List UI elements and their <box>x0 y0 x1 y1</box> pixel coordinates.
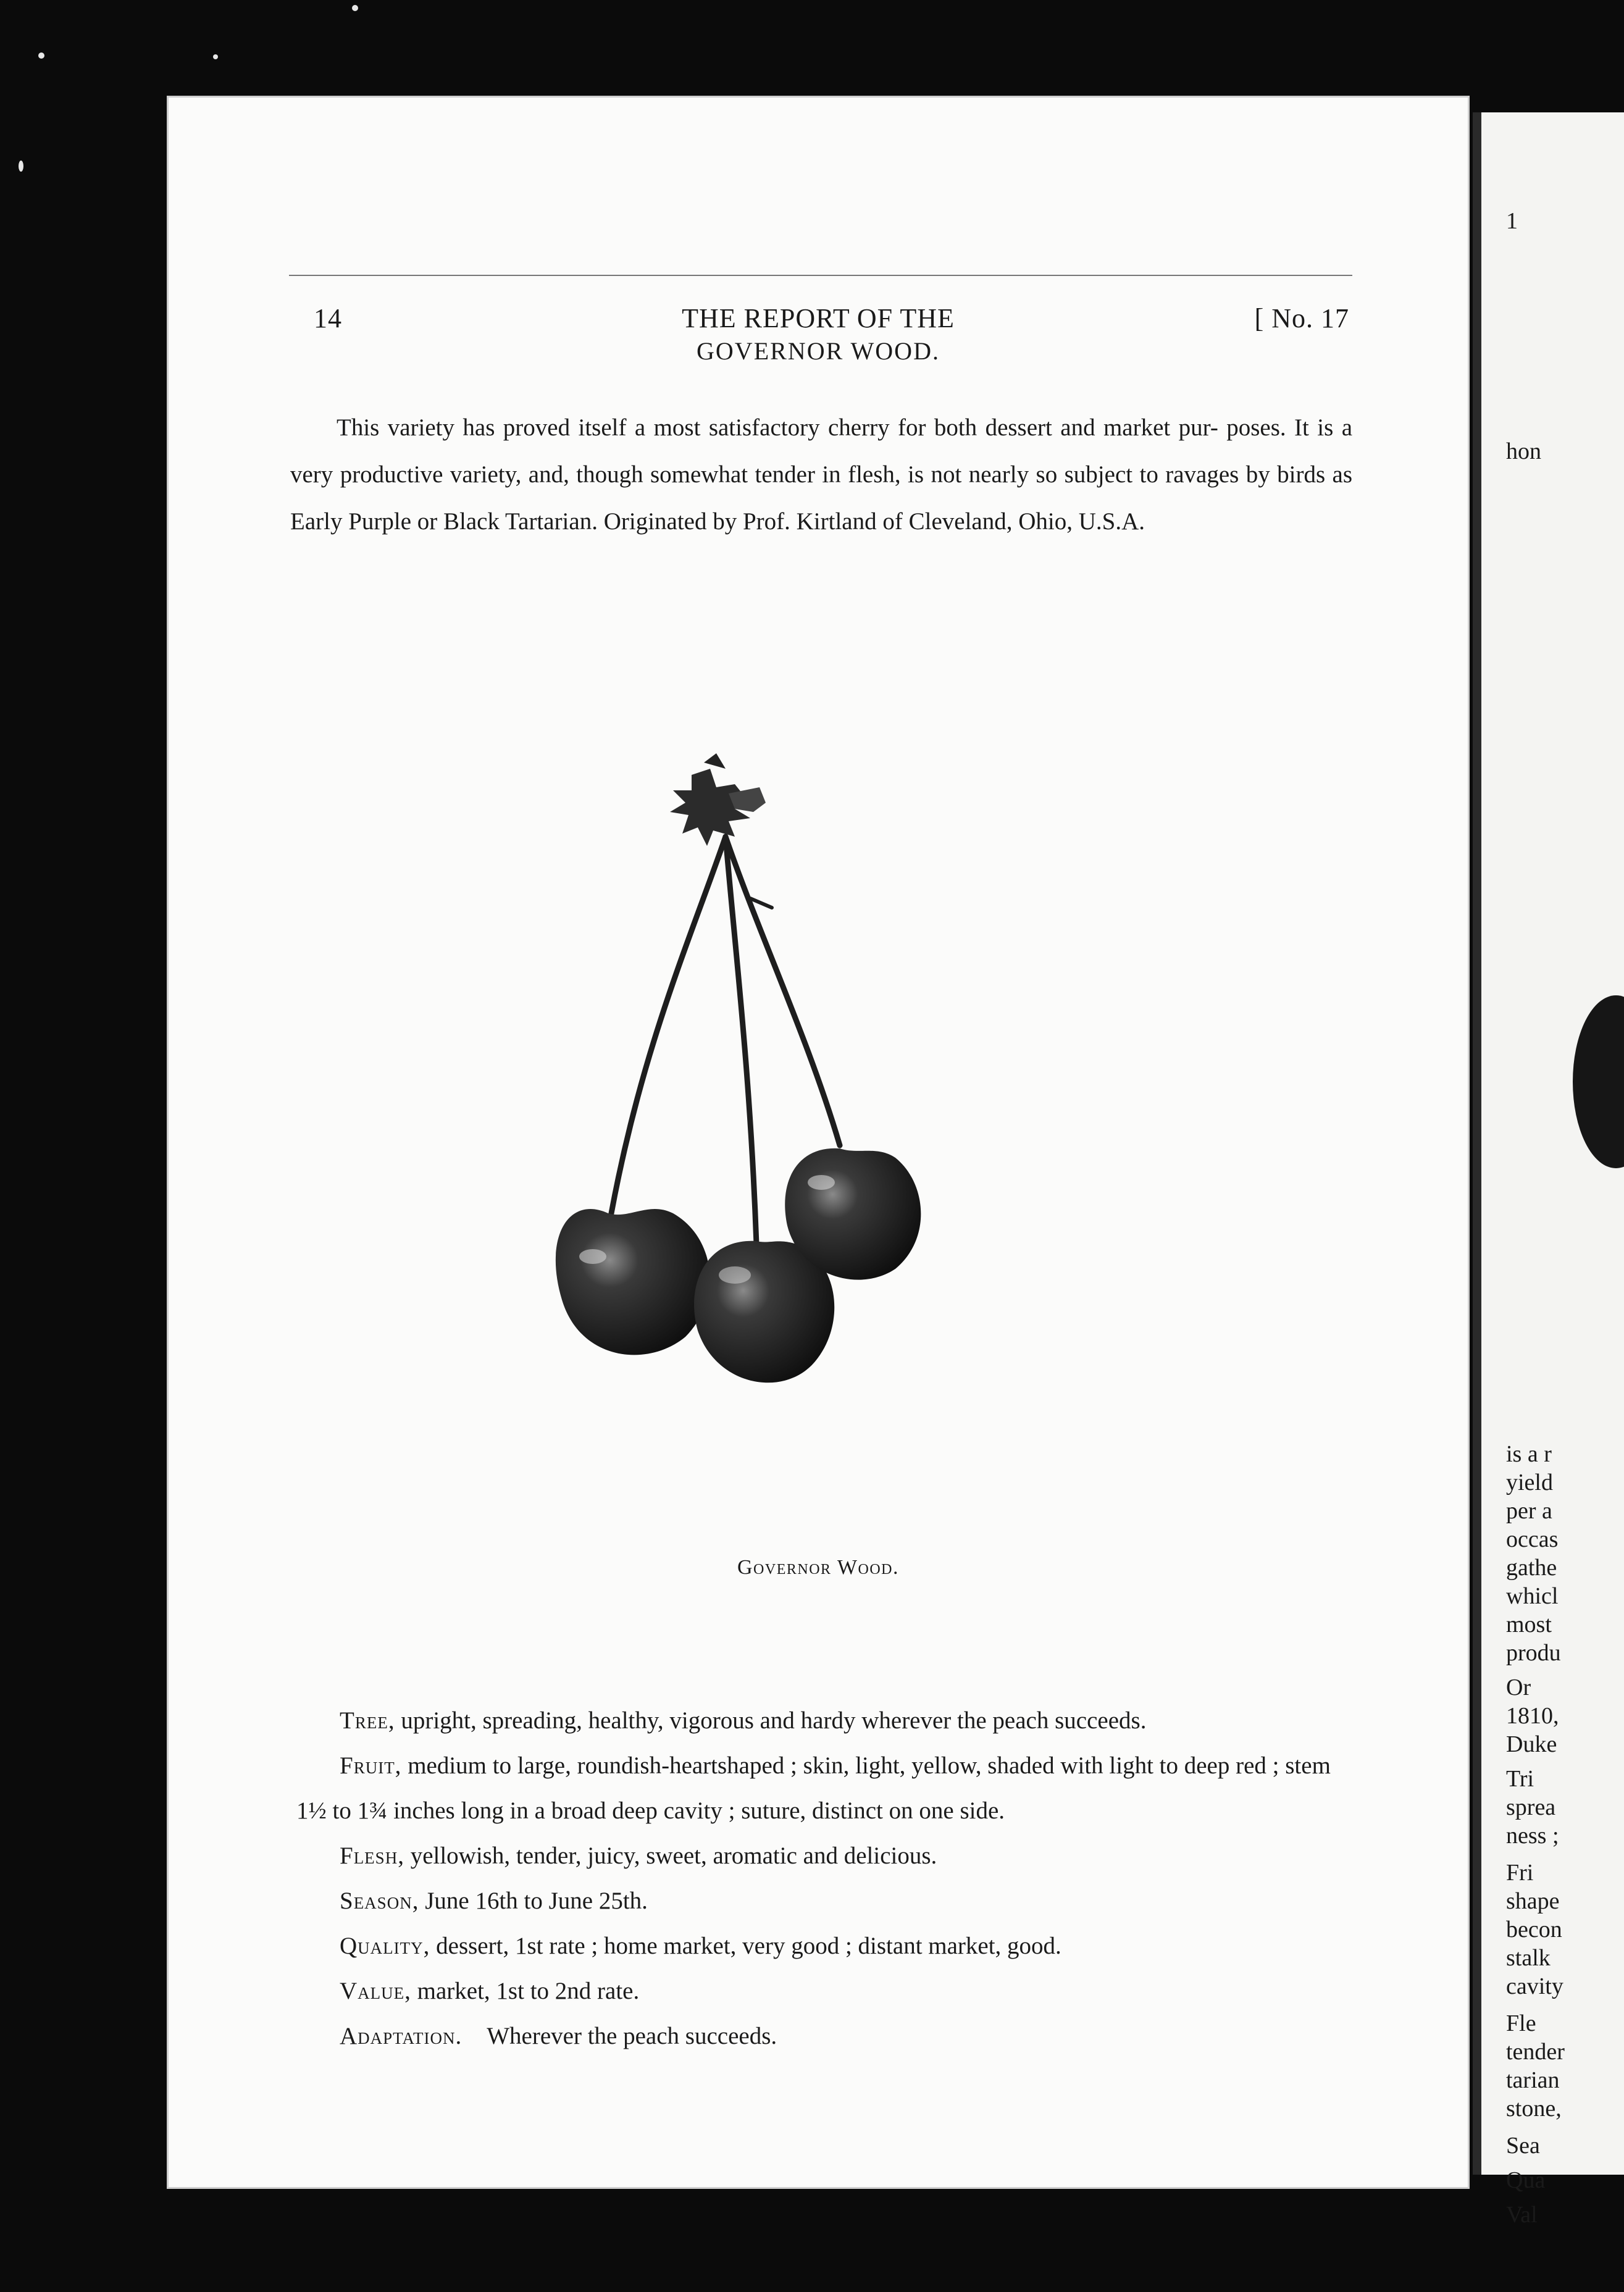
header-rule <box>289 275 1352 276</box>
scan-speck <box>213 54 218 59</box>
scan-speck <box>38 52 44 59</box>
description-value: Value, market, 1st to 2nd rate. <box>340 1978 640 2004</box>
description-season: Season, June 16th to June 25th. <box>340 1888 648 1914</box>
cherry-left <box>556 1209 710 1355</box>
description-flesh: Flesh, yellowish, tender, juicy, sweet, aromatic and delicious. <box>340 1842 937 1869</box>
scan-speck <box>19 161 23 172</box>
variety-description <box>296 1698 1365 2059</box>
book-page <box>167 96 1470 2189</box>
cherries-illustration <box>550 750 1074 1639</box>
plate-caption: Governor Wood. <box>737 1556 900 1579</box>
intro-line: subject to ravages by birds as Early Purple or Black Tartarian. Originated by Prof. Kirtland <box>290 461 1353 535</box>
running-title: THE REPORT OF THE <box>682 303 955 333</box>
facing-cherry-fragment <box>1542 977 1616 1187</box>
label-tree: Tree, <box>340 1707 395 1734</box>
description-adaptation: Adaptation. Wherever the peach succeeds. <box>340 2023 777 2049</box>
facing-page-fragment <box>1473 112 1624 2228</box>
label-flesh: Flesh, <box>340 1842 404 1869</box>
issue-number: [ No. 17 <box>1254 303 1349 333</box>
description-tree: Tree, upright, spreading, healthy, vigorous and hardy wherever the peach succeeds. <box>340 1707 1147 1734</box>
scan-speck <box>352 5 358 11</box>
section-title: GOVERNOR WOOD. <box>697 337 940 365</box>
page-number: 14 <box>314 303 342 333</box>
label-fruit: Fruit, <box>340 1752 402 1779</box>
label-value: Value, <box>340 1978 411 2004</box>
description-fruit: Fruit, medium to large, roundish-heartshaped ; skin, light, yellow, shaded with light to deep red ; stem 1½ to 1¾ inches long in a broad deep cavity ; suture, distinct on one side. <box>296 1752 1331 1824</box>
intro-line: poses. It is a very productive variety, and, though somewhat tender in flesh, is not nearly so <box>290 414 1353 488</box>
label-quality: Quality, <box>340 1933 430 1959</box>
facing-text-fragments: is a r yield per a occas gathe whicl most produ Or 1810, Duke Tri sprea ness ; Fri shape becon stalk cavity Fle tender tarian stone, Sea Qua Val <box>1506 1441 1565 2228</box>
description-quality: Quality, dessert, 1st rate ; home market, very good ; distant market, good. <box>340 1933 1061 1959</box>
facing-page-number: 1 <box>1506 208 1518 234</box>
stem-cluster <box>670 753 766 846</box>
label-season: Season, <box>340 1888 419 1914</box>
intro-paragraph <box>290 404 1352 545</box>
label-adaptation: Adaptation. <box>340 2023 463 2049</box>
intro-line: This variety has proved itself a most satisfactory cherry for both dessert and market pur- <box>337 414 1218 441</box>
intro-line: of Cleveland, Ohio, U.S.A. <box>882 508 1145 535</box>
facing-line: hon <box>1506 438 1541 464</box>
